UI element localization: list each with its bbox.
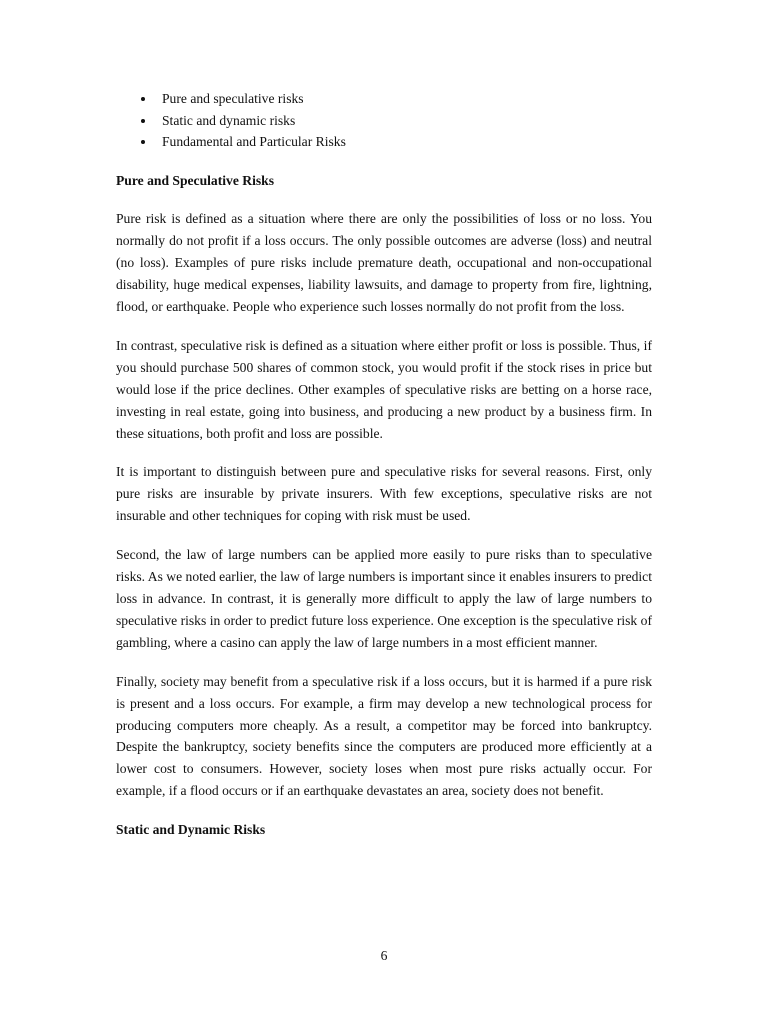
- bullet-icon: [141, 140, 145, 144]
- section-heading-pure-speculative: Pure and Speculative Risks: [116, 172, 274, 188]
- bullet-icon: [141, 119, 145, 123]
- bullet-icon: [141, 97, 145, 101]
- list-item-text: Pure and speculative risks: [162, 91, 304, 106]
- list-item-text: Fundamental and Particular Risks: [162, 134, 346, 150]
- list-item: [116, 88, 652, 110]
- risk-types-list: [116, 88, 652, 153]
- list-item: [116, 131, 652, 153]
- list-item: [116, 110, 652, 132]
- paragraph-society-benefit: Finally, society may benefit from a speculative risk if a loss occurs, but it is harmed if a pure risk is present and a loss occurs. For example, a firm may develop a new technological process for producing computers more cheaply. As a result, a competitor may be forced into bankruptcy. Despite the bankruptcy, society benefits since the computers are produced more efficiently at a lower cost to consumers. However, society loses when most pure risks actually occur. For example, if a flood occurs or if an earthquake devastates an area, society does not benefit.: [116, 673, 652, 799]
- paragraph-distinguish-reasons: It is important to distinguish between pure and speculative risks for several reasons. First, only pure risks are insurable by private insurers. With few exceptions, speculative risks are not insurable and other techniques for coping with risk must be used.: [116, 464, 652, 524]
- page-number: 6: [380, 948, 388, 963]
- document-page: [116, 88, 652, 841]
- section-heading-static-dynamic: Static and Dynamic Risks: [116, 822, 266, 838]
- paragraph-pure-risk-definition: Pure risk is defined as a situation where there are only the possibilities of loss or no loss. You normally do not profit if a loss occurs. The only possible outcomes are adverse (loss) and neutral (no loss). Examples of pure risks include premature death, occupational and non-occupational disability, huge medical expenses, liability lawsuits, and damage to property from fire, lightning, flood, or earthquake. People who experience such losses normally do not profit from the loss.: [116, 211, 652, 314]
- list-item-text: Static and dynamic risks: [162, 112, 296, 128]
- paragraph-speculative-risk-definition: In contrast, speculative risk is defined as a situation where either profit or loss is possible. Thus, if you should purchase 500 shares of common stock, you would profit if the stock rises in price but would lose if the price declines. Other examples of speculative risks are betting on a horse race, investing in real estate, going into business, and producing a new product by a business firm. In these situations, both profit and loss are possible.: [116, 337, 652, 441]
- paragraph-law-of-large-numbers: Second, the law of large numbers can be applied more easily to pure risks than to speculative risks. As we noted earlier, the law of large numbers is important since it enables insurers to predict loss in advance. In contrast, it is generally more difficult to apply the law of large numbers to speculative risks in order to predict future loss experience. One exception is the speculative risk of gambling, where a casino can apply the law of large numbers in a most efficient manner.: [116, 547, 652, 650]
